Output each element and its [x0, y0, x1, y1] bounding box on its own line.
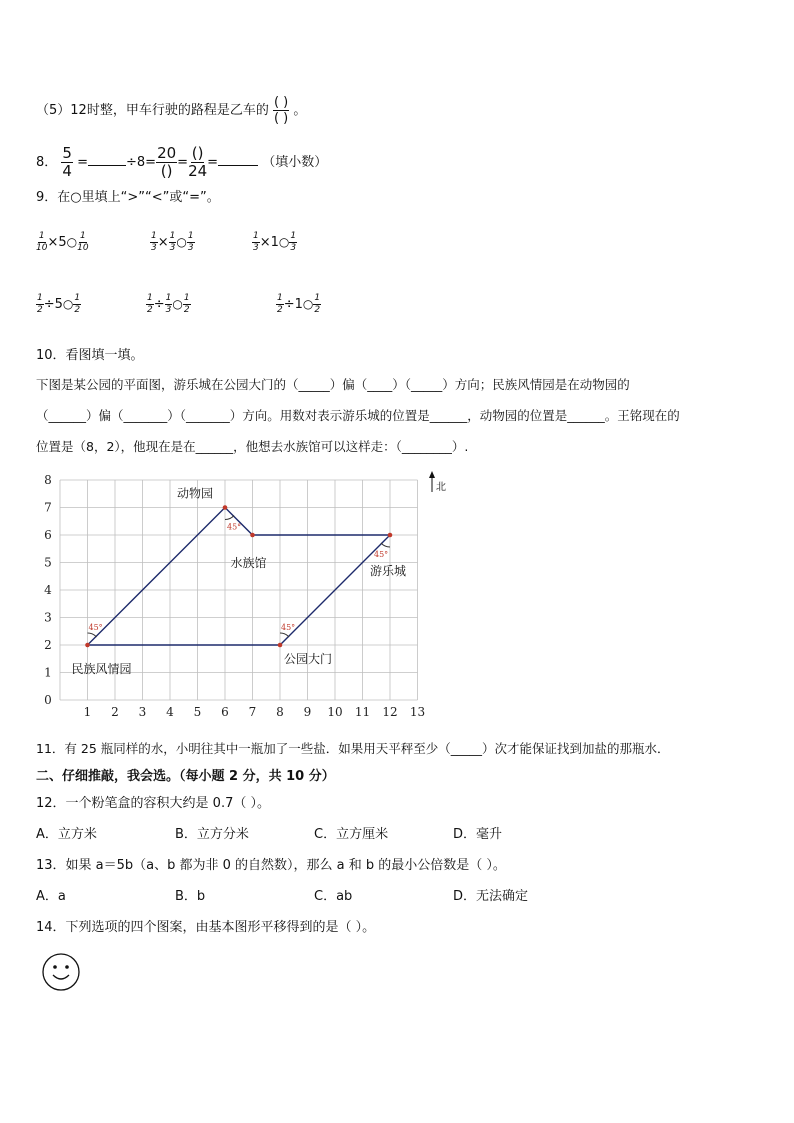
park-map-chart [30, 468, 450, 723]
compare-circle[interactable]: ○ [62, 297, 74, 311]
x-tick-label: 3 [138, 705, 147, 719]
y-tick-label: 2 [44, 638, 52, 652]
q9-item-1: $\frac{1}{10}$ ×5○ $\frac{1}{10}$ [36, 231, 89, 253]
q8-fraction-1: $\frac{5}{4}$ [62, 144, 72, 180]
location-label: 水族馆 [230, 556, 267, 570]
location-point [85, 643, 90, 648]
q13-option-a[interactable]: A．a [36, 889, 66, 904]
y-tick-label: 4 [44, 583, 52, 597]
x-tick-label: 10 [327, 705, 343, 719]
q13-stem: 13．如果 a＝5b（a、b 都为非 0 的自然数），那么 a 和 b 的最小公倍数是（ ）。 [36, 858, 506, 873]
y-tick-label: 0 [44, 693, 52, 707]
compare-circle[interactable]: ○ [302, 297, 314, 311]
q8-fraction-2: $\frac{20}{()}$ [157, 144, 177, 180]
smiley-face-icon [40, 951, 82, 993]
q9-item-4: $\frac{1}{2}$ ÷5○ $\frac{1}{2}$ [37, 293, 81, 315]
compare-circle[interactable]: ○ [172, 297, 183, 311]
location-point [250, 533, 255, 538]
q12-option-a[interactable]: A．立方米 [36, 827, 97, 842]
q14-stem: 14．下列选项的四个图案，由基本图形平移得到的是（ ）。 [36, 920, 376, 935]
section-2-heading: 二、仔细推敲，我会选。（每小题 2 分，共 10 分） [36, 769, 335, 784]
location-label: 动物园 [177, 486, 214, 501]
y-tick-label: 5 [44, 555, 52, 570]
y-tick-label: 3 [44, 610, 52, 625]
location-label: 民族风情园 [71, 662, 132, 676]
q8-blank-1[interactable] [88, 153, 126, 166]
q10-line-2: （______）偏（_______）（_______）方向。用数对表示游乐城的位置是______，动物园的位置是______。王铭现在的 [36, 408, 680, 423]
x-tick-label: 13 [409, 705, 426, 719]
q9-item-5: $\frac{1}{2}$ ÷ $\frac{1}{3}$ ○ $\frac{1}{2}$ [147, 293, 190, 315]
y-tick-label: 7 [44, 500, 52, 515]
q-prev-5: （5）12时整，甲车行驶的路程是乙车的 $\frac{( )}{( )}$ 。 [36, 95, 307, 126]
q12-stem: 12．一个粉笔盒的容积大约是 0.7（ ）。 [36, 796, 270, 811]
compare-circle[interactable]: ○ [66, 235, 78, 249]
location-point [388, 533, 393, 538]
q8-note: （填小数） [262, 155, 328, 170]
x-tick-label: 4 [166, 705, 174, 719]
x-tick-label: 5 [193, 705, 202, 719]
y-tick-label: 8 [44, 473, 52, 487]
x-tick-label: 12 [382, 705, 398, 719]
north-label: 北 [436, 482, 446, 493]
q9-title: 9．在○里填上“>”“<”或“=”。 [36, 190, 220, 205]
q12-option-b[interactable]: B．立方分米 [175, 827, 249, 842]
q8-label: 8． [36, 155, 58, 170]
x-tick-label: 6 [221, 705, 229, 719]
q13-option-c[interactable]: C．ab [314, 889, 353, 904]
north-arrow-icon [429, 471, 435, 478]
x-tick-label: 8 [276, 705, 284, 719]
question-11: 11．有 25 瓶同样的水，小明往其中一瓶加了一些盐．如果用天平秤至少（_____）次才能保证找到加盐的那瓶水． [36, 741, 670, 756]
q10-line-1: 下图是某公园的平面图，游乐城在公园大门的（_____）偏（____）（_____）方向；民族风情园是在动物园的 [36, 377, 630, 392]
compare-circle[interactable]: ○ [278, 235, 290, 249]
q12-option-c[interactable]: C．立方厘米 [314, 827, 389, 842]
angle-label: 45° [374, 550, 389, 559]
y-tick-label: 6 [44, 528, 52, 542]
q9-item-6: $\frac{1}{2}$ ÷1○ $\frac{1}{2}$ [277, 293, 321, 315]
location-point [278, 643, 283, 648]
q9-item-2: $\frac{1}{3}$ × $\frac{1}{3}$ ○ $\frac{1}{3}$ [151, 231, 194, 253]
x-tick-label: 7 [248, 705, 257, 719]
q10-line-3: 位置是（8，2），他现在是在______，他想去水族馆可以这样走：（________）. [36, 439, 469, 454]
angle-label: 45° [227, 522, 242, 532]
angle-label: 45° [281, 623, 296, 632]
q8-fraction-3: $\frac{()}{24}$ [188, 144, 208, 180]
q8-blank-2[interactable] [218, 153, 258, 166]
q13-option-d[interactable]: D．无法确定 [453, 889, 529, 904]
x-tick-label: 2 [111, 705, 119, 719]
q9-item-3: $\frac{1}{3}$ ×1○ $\frac{1}{3}$ [253, 231, 297, 253]
angle-label: 45° [88, 623, 103, 632]
question-8: 8． $\frac{5}{4}$ = ÷8= $\frac{20}{()}$ = $\frac{()}{24}$ = （填小数） [36, 144, 328, 180]
compare-circle[interactable]: ○ [176, 235, 187, 249]
q10-title: 10．看图填一填。 [36, 348, 144, 363]
q12-option-d[interactable]: D．毫升 [453, 827, 503, 842]
location-label: 公园大门 [284, 652, 333, 666]
location-point [223, 505, 228, 510]
x-tick-label: 1 [83, 705, 92, 719]
location-label: 游乐城 [370, 564, 407, 578]
x-tick-label: 11 [354, 705, 371, 719]
q-prev-5-fraction: $\frac{( )}{( )}$ [273, 95, 289, 126]
q13-option-b[interactable]: B．b [175, 889, 206, 904]
y-tick-label: 1 [44, 665, 52, 680]
x-tick-label: 9 [303, 705, 312, 719]
q-prev-5-text: （5）12时整，甲车行驶的路程是乙车的 [36, 103, 269, 118]
